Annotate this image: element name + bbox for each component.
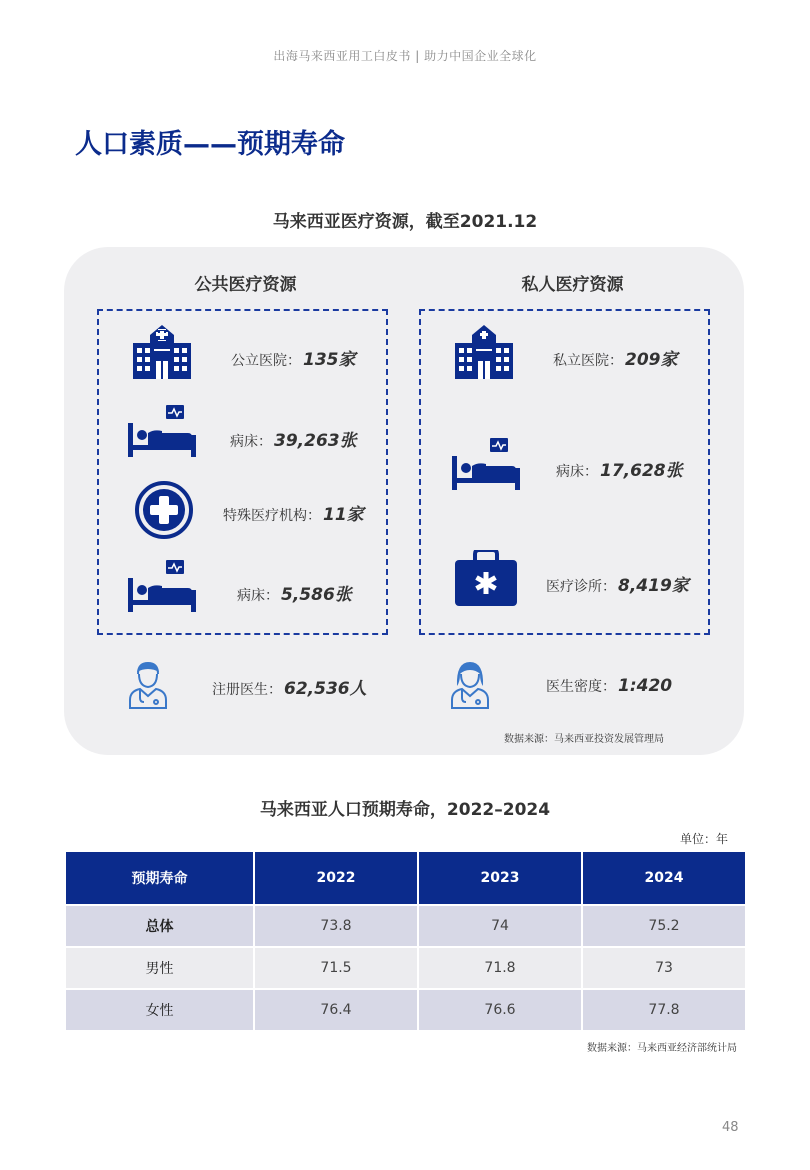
table-cell: 75.2 xyxy=(582,905,745,947)
column-header: 2023 xyxy=(418,852,582,905)
private-hospitals-value: 209家 xyxy=(625,350,678,370)
row-label: 男性 xyxy=(66,947,254,989)
public-hospitals-stat xyxy=(231,345,356,370)
special-beds-stat xyxy=(237,580,352,605)
doctor-density-label: 医生密度： xyxy=(546,679,616,695)
registered-doctors-stat xyxy=(212,674,367,699)
table-cell: 71.5 xyxy=(254,947,418,989)
resources-title: 马来西亚医疗资源，截至2021.12 xyxy=(272,212,538,232)
life-expectancy-table xyxy=(66,852,745,1030)
page-header: 出海马来西亚用工白皮书 | 助力中国企业全球化 xyxy=(273,49,537,63)
doctor-male-icon xyxy=(128,660,168,714)
doctor-density-value: 1:420 xyxy=(618,676,673,696)
page-number: 48 xyxy=(722,1120,739,1135)
private-hospitals-stat xyxy=(553,345,678,370)
public-beds-value: 39,263张 xyxy=(274,431,357,451)
private-beds-stat xyxy=(556,456,683,481)
private-clinics-label: 医疗诊所： xyxy=(546,579,616,595)
table-cell: 76.4 xyxy=(254,989,418,1030)
table-header-row xyxy=(66,852,745,905)
special-institutions-stat xyxy=(223,500,364,525)
special-institutions-value: 11家 xyxy=(323,505,364,525)
table-cell: 73.8 xyxy=(254,905,418,947)
private-resources-title: 私人医疗资源 xyxy=(521,275,624,295)
hospital-icon xyxy=(455,325,513,383)
column-header: 2022 xyxy=(254,852,418,905)
medical-kit-icon xyxy=(455,550,517,610)
special-institutions-label: 特殊医疗机构： xyxy=(223,508,321,524)
life-expectancy-title: 马来西亚人口预期寿命，2022–2024 xyxy=(259,800,551,820)
private-clinics-value: 8,419家 xyxy=(618,576,689,596)
row-label: 总体 xyxy=(66,905,254,947)
hospital-bed-icon xyxy=(452,438,520,494)
row-label: 女性 xyxy=(66,989,254,1030)
public-beds-label: 病床： xyxy=(230,434,272,450)
public-beds-stat xyxy=(230,426,357,451)
table-cell: 77.8 xyxy=(582,989,745,1030)
doctor-density-stat xyxy=(546,676,672,696)
private-clinics-stat xyxy=(546,571,689,596)
private-beds-value: 17,628张 xyxy=(600,461,683,481)
registered-doctors-value: 62,536人 xyxy=(284,679,367,699)
table-row xyxy=(66,905,745,947)
life-expectancy-source: 数据来源：马来西亚经济部统计局 xyxy=(587,1043,737,1054)
private-hospitals-label: 私立医院： xyxy=(553,353,623,369)
hospital-bed-icon xyxy=(128,405,196,461)
resources-source: 数据来源：马来西亚投资发展管理局 xyxy=(504,734,664,745)
column-header: 2024 xyxy=(582,852,745,905)
column-header: 预期寿命 xyxy=(66,852,254,905)
table-cell: 74 xyxy=(418,905,582,947)
page-title: 人口素质——预期寿命 xyxy=(75,129,345,160)
hospital-icon xyxy=(133,325,191,383)
private-beds-label: 病床： xyxy=(556,464,598,480)
public-hospitals-label: 公立医院： xyxy=(231,353,301,369)
hospital-bed-icon xyxy=(128,560,196,616)
table-cell: 76.6 xyxy=(418,989,582,1030)
unit-label: 单位：年 xyxy=(680,832,729,846)
table-cell: 73 xyxy=(582,947,745,989)
public-resources-title: 公共医疗资源 xyxy=(194,275,297,295)
special-beds-value: 5,586张 xyxy=(281,585,352,605)
table-cell: 71.8 xyxy=(418,947,582,989)
public-hospitals-value: 135家 xyxy=(303,350,356,370)
doctor-female-icon xyxy=(450,660,490,714)
medical-cross-icon xyxy=(135,481,193,543)
registered-doctors-label: 注册医生： xyxy=(212,682,282,698)
table-row xyxy=(66,989,745,1030)
special-beds-label: 病床： xyxy=(237,588,279,604)
table-row xyxy=(66,947,745,989)
